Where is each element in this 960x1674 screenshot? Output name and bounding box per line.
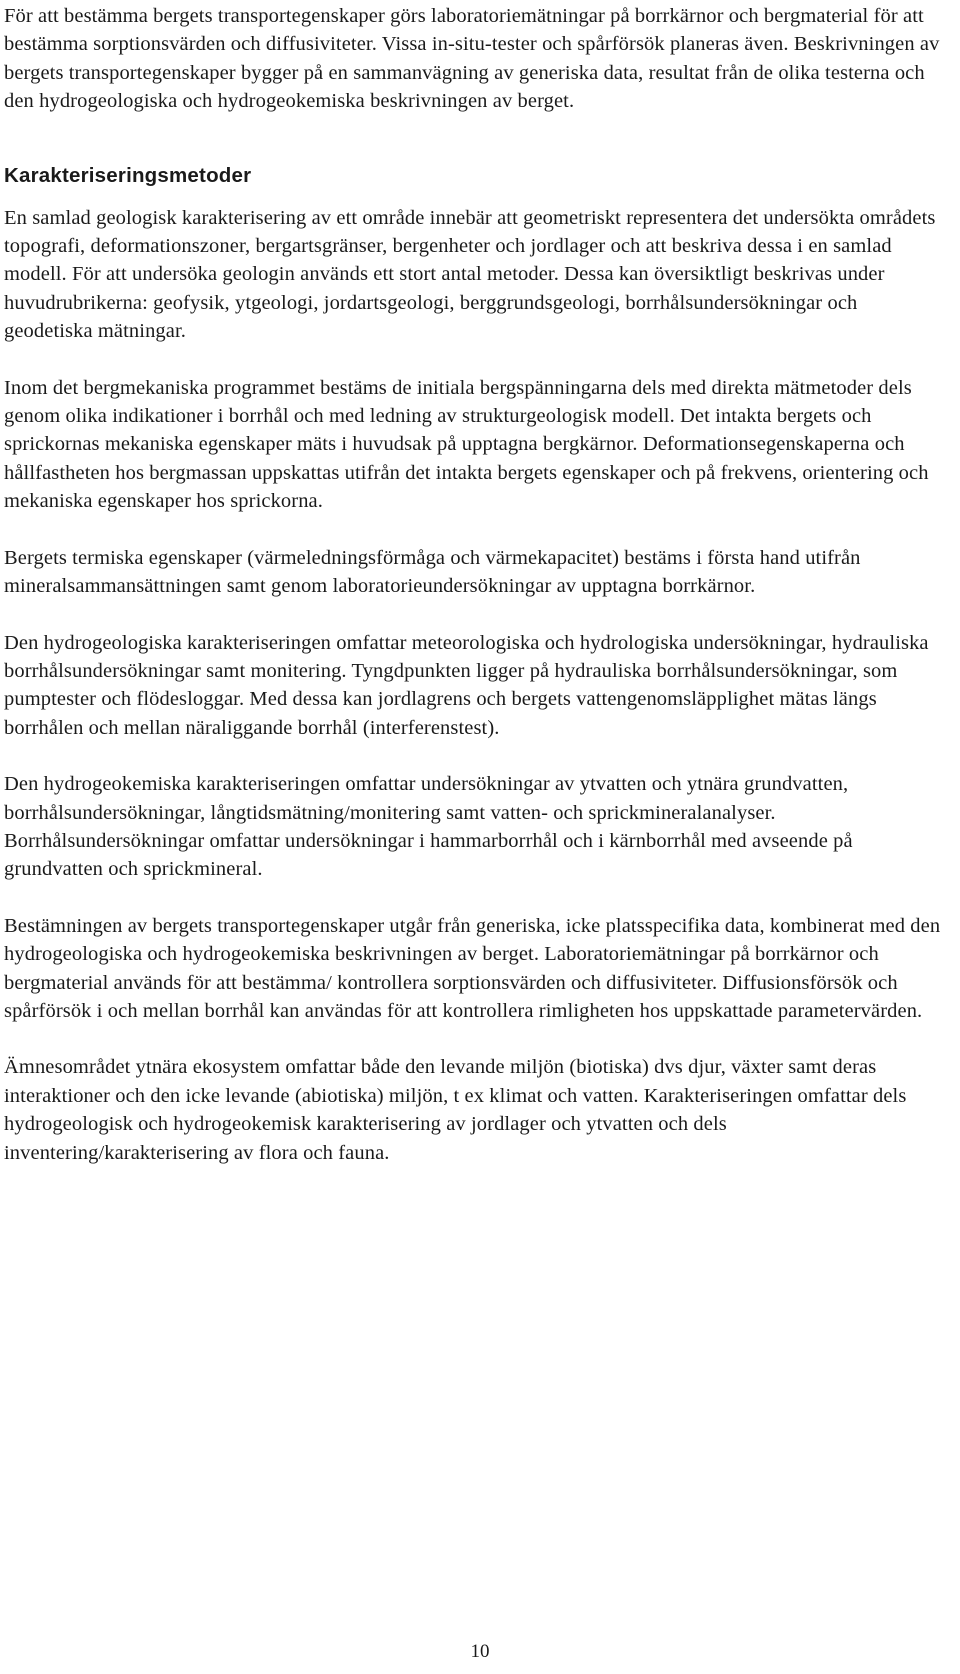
paragraph-hydrogeology: Den hydrogeologiska karakteriseringen omfattar meteorologiska och hydrologiska undersökningar, hydrauliska borrhålsundersökningar samt monitering. Tyngdpunkten ligger på hydrauliska borrhålsundersökningar, som pumptester och flödesloggar. Med dessa kan jordlagrens och bergets vattengenomsläpplighet mätas längs borrhålen och mellan näraliggande borrhål (interferenstest).	[4, 631, 929, 739]
intro-paragraph: För att bestämma bergets transportegenskaper görs laboratoriemätningar på borrkärnor och bergmaterial för att bestämma sorptionsvärden och diffusiviteter. Vissa in-situ-tester och spårförsök planeras även. Beskrivningen av bergets transportegenskaper bygger på en sammanvägning av generiska data, resultat från de olika testerna och den hydrogeologiska och hydrogeokemiska beskrivningen av berget.	[4, 5, 940, 113]
paragraph-transport: Bestämningen av bergets transportegenskaper utgår från generiska, icke platsspecifika data, kombinerat med den hydrogeologiska och hydrogeokemiska beskrivningen av berget. Laboratoriemätningar på borrkärnor och bergmaterial används för att bestämma/ kontrollera sorptionsvärden och diffusiviteter. Diffusionsförsök och spårförsök i och mellan borrhål kan användas för att kontrollera rimligheten hos uppskattade parametervärden.	[4, 914, 941, 1022]
paragraph-hydrogeochemistry: Den hydrogeokemiska karakteriseringen omfattar undersökningar av ytvatten och ytnära grundvatten, borrhålsundersökningar, långtidsmätning/monitering samt vatten- och sprickmineralanalyser. Borrhålsundersökningar omfattar undersökningar i hammarborrhål och i kärnborrhål med avseende på grundvatten och sprickmineral.	[4, 773, 853, 881]
page-number: 10	[470, 1641, 490, 1662]
paragraph-thermal: Bergets termiska egenskaper (värmeledningsförmåga och värmekapacitet) bestäms i första hand utifrån mineralsammansättningen samt genom laboratorieundersökningar av upptagna borrkärnor.	[4, 546, 861, 598]
paragraph-ecosystems: Ämnesområdet ytnära ekosystem omfattar både den levande miljön (biotiska) dvs djur, växter samt deras interaktioner och den icke levande (abiotiska) miljön, t ex klimat och vatten. Karakteriseringen omfattar dels hydrogeologisk och hydrogeokemisk karakterisering av jordlager och ytvatten och dels inventering/karakterisering av flora och fauna.	[4, 1056, 907, 1164]
paragraph-rock-mechanics: Inom det bergmekaniska programmet bestäms de initiala bergspänningarna dels med direkta mätmetoder dels genom olika indikationer i borrhål och med ledning av strukturgeologisk modell. Det intakta bergets och sprickornas mekaniska egenskaper mäts i huvudsak på upptagna bergkärnor. Deformationsegenskaperna och hållfastheten hos bergmassan uppskattas utifrån det intakta bergets egenskaper och på frekvens, orientering och mekaniska egenskaper hos sprickorna.	[4, 376, 929, 513]
document-page	[4, 2, 942, 1195]
paragraph-geology: En samlad geologisk karakterisering av ett område innebär att geometriskt representera det undersökta områdets topografi, deformationszoner, bergartsgränser, bergenheter och jordlager och att beskriva dessa i en samlad modell. För att undersöka geologin används ett stort antal metoder. Dessa kan översiktligt beskrivas under huvudrubrikerna: geofysik, ytgeologi, jordartsgeologi, berggrundsgeologi, borrhålsundersökningar och geodetiska mätningar.	[4, 206, 936, 343]
section-heading: Karakteriseringsmetoder	[4, 163, 252, 187]
